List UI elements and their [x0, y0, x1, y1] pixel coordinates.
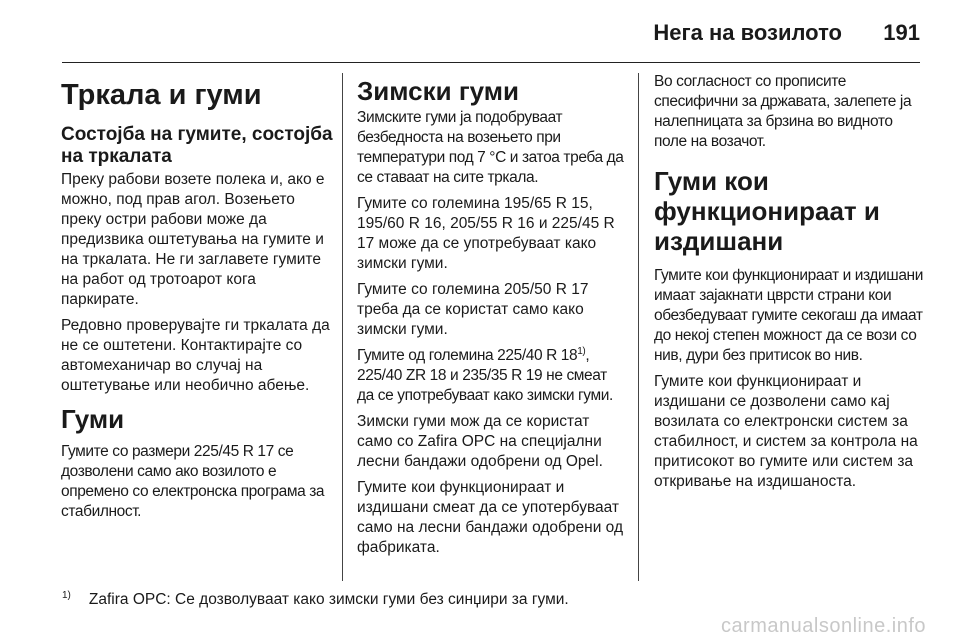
- header-divider: [62, 62, 920, 63]
- paragraph-text: , 225/40 ZR 18 и 235/35 R 19 не смеат да се употребуваат како зимски гуми.: [357, 347, 613, 404]
- paragraph: Гумите со големина 205/50 R 17 треба да се користат само како зимски гуми.: [357, 281, 589, 338]
- section-title-winter-tires: Зимски гуми: [357, 76, 520, 106]
- paragraph: [357, 346, 627, 406]
- paragraph: Гумите кои функционираат и издишани имаат зајакнати цврсти страни кои обезбедуваат гумите секогаш да имаат до некој степен можност да се вози со нив, дури без притисок во нив.: [654, 267, 923, 364]
- footnote-text: Zafira OPC: Се дозволуваат како зимски гуми без синџири за гуми.: [88, 591, 569, 609]
- section-title-tires: Гуми: [61, 404, 125, 434]
- column-divider-2: [638, 73, 639, 581]
- footnote-ref: 1): [577, 345, 586, 357]
- column-2: [357, 72, 627, 564]
- paragraph: Гумите кои функционираат и издишани смеат да се употербуваат само на лесни бандажи одобрени од фабриката.: [357, 479, 623, 556]
- section-title-condition: Состојба на гумите, состојба на тркалата: [61, 124, 333, 167]
- section-title-runflat: Гуми кои функционираат и издишани: [654, 166, 880, 256]
- main-title: Тркала и гуми: [61, 79, 262, 111]
- paragraph-text: Гумите од големина 225/40 R 18: [357, 347, 578, 364]
- page-number: 191: [883, 20, 920, 45]
- paragraph: Редовно проверувајте ги тркалата да не се оштетени. Контактирајте со автомеханичар во случај на оштетување или необично абење.: [61, 317, 330, 394]
- footnote: [62, 590, 569, 609]
- paragraph: Зимски гуми мож да се користат само со Zafira OPC на специјални лесни бандажи одобрени од Opel.: [357, 413, 603, 470]
- watermark: carmanualsonline.info: [720, 615, 926, 637]
- paragraph: Гумите со големина 195/65 R 15, 195/60 R 16, 205/55 R 16 и 225/45 R 17 може да се употребуваат како зимски гуми.: [357, 195, 615, 272]
- paragraph: Гумите со размери 225/45 R 17 се дозволени само ако возилото е опремено со електронска програма за стабилност.: [61, 443, 325, 520]
- chapter-title: Нега на возилото: [653, 20, 842, 45]
- column-divider-1: [342, 73, 343, 581]
- page-header: [0, 0, 960, 62]
- column-1: [61, 72, 333, 528]
- paragraph: Зимските гуми ја подобруваат безбедноста на возењето при температури под 7 °C и затоа треба да се ставаат на сите тркала.: [357, 109, 624, 186]
- paragraph: Гумите кои функционираат и издишани се дозволени само кај возилата со електронски систем за стабилност, и систем за контрола на притисокот во гумите или систем за откривање на издишаноста.: [654, 373, 918, 490]
- paragraph: Преку рабови возете полека и, ако е можно, под прав агол. Возењето преку остри рабови може да предизвика оштетувања на гумите и на тркалата. Не ги заглавете гумите на работ од тротоарот кога паркирате.: [61, 171, 325, 308]
- column-3: [654, 72, 924, 498]
- footnote-mark: 1): [62, 590, 71, 601]
- paragraph: Во согласност со прописите спесифични за државата, залепете ја налепницата за брзина во видното поле на возачот.: [654, 73, 912, 150]
